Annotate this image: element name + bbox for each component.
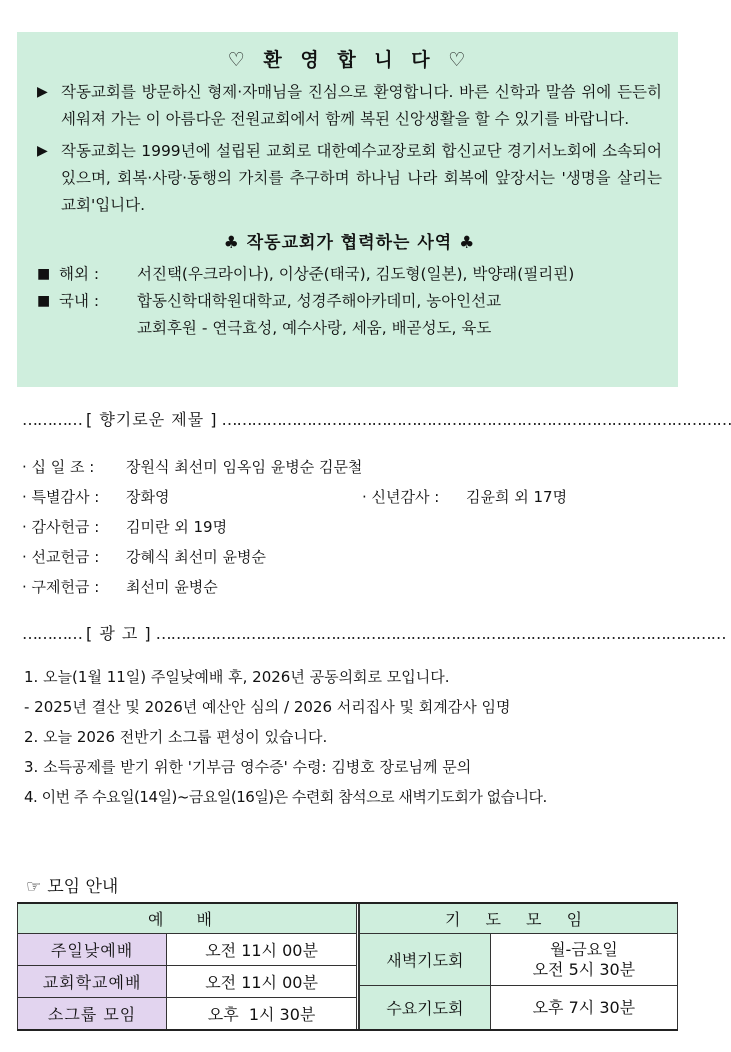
notice-list <box>24 662 674 812</box>
meetings-title-text: 모임 안내 <box>47 877 119 897</box>
mission-domestic-value-2: 교회후원 - 연극효성, 예수사랑, 세움, 배곧성도, 육도 <box>137 319 492 337</box>
worship-name: 소그룹 모임 <box>18 998 167 1030</box>
triangle-bullet-icon: ▶ <box>37 84 48 100</box>
dotted-leader: ………… <box>22 410 82 429</box>
notice-item: 4. 이번 주 수요일(14일)~금요일(16일)은 수련회 참석으로 새벽기도회가 없습니다. <box>24 788 547 806</box>
offering-label: · 십 일 조 : <box>22 458 95 476</box>
prayer-name: 수요기도회 <box>360 986 491 1030</box>
offering-value: 장원식 최선미 임옥임 윤병순 김문철 <box>126 458 363 476</box>
mission-overseas-value: 서진택(우크라이나), 이상준(태국), 김도형(일본), 박양래(필리핀) <box>137 265 575 283</box>
offering-value: 김윤희 외 17명 <box>466 488 568 506</box>
offering-label: · 신년감사 : <box>362 488 440 506</box>
worship-table <box>17 902 357 1030</box>
offering-header: [ 향기로운 제물 ] <box>86 410 218 429</box>
mission-title: ♣ 작동교회가 협력하는 사역 ♣ <box>223 233 476 253</box>
prayer-time-text: 오전 5시 30분 <box>532 959 636 979</box>
mission-list <box>37 261 662 342</box>
offering-thanks <box>22 512 672 542</box>
worship-time: 오전 11시 00분 <box>167 966 357 998</box>
notice-item: 3. 소득공제를 받기 위한 '기부금 영수증' 수령: 김병호 장로님께 문의 <box>24 758 472 776</box>
worship-time: 오후 1시 30분 <box>167 998 357 1030</box>
notice-header: [ 광 고 ] <box>86 624 152 643</box>
welcome-paragraph-text-1: 작동교회를 방문하신 형제·자매님을 진심으로 환영합니다. 바른 신학과 말씀 위에 든든히 세워져 가는 이 아름다운 전원교회에서 함께 복된 신앙생활을 할 수 있기를 바랍니다. <box>61 83 662 128</box>
offering-label: · 선교헌금 : <box>22 548 100 566</box>
offering-label: · 구제헌금 : <box>22 578 100 596</box>
prayer-name: 새벽기도회 <box>360 934 491 986</box>
worship-time: 오전 11시 00분 <box>167 934 357 966</box>
welcome-paragraph-2 <box>37 138 662 219</box>
notice-item: 1. 오늘(1월 11일) 주일낮예배 후, 2026년 공동의회로 모입니다. <box>24 668 450 686</box>
mission-domestic-label: 국내 : <box>59 292 100 310</box>
welcome-box <box>17 32 678 387</box>
dotted-leader: …………………………………………………………………………………………………… <box>155 624 726 643</box>
prayer-time: 오후 7시 30분 <box>490 986 677 1030</box>
mission-domestic <box>37 288 662 315</box>
welcome-paragraph-1 <box>37 79 662 133</box>
pointing-hand-icon: ☞ <box>26 877 42 897</box>
prayer-time <box>490 934 677 986</box>
notice-item: 2. 오늘 2026 전반기 소그룹 편성이 있습니다. <box>24 728 328 746</box>
offering-label: · 감사헌금 : <box>22 518 100 536</box>
square-bullet-icon: ■ <box>37 293 51 309</box>
offering-relief <box>22 572 672 602</box>
offering-mission <box>22 542 672 572</box>
offering-value: 최선미 윤병순 <box>126 578 218 596</box>
triangle-bullet-icon: ▶ <box>37 143 48 159</box>
mission-overseas <box>37 261 662 288</box>
mission-overseas-label: 해외 : <box>59 265 100 283</box>
meetings-title <box>26 876 118 898</box>
notice-item: - 2025년 결산 및 2026년 예산안 심의 / 2026 서리집사 및 회계감사 임명 <box>24 698 511 716</box>
mission-domestic-value: 합동신학대학원대학교, 성경주해아카데미, 농아인선교 <box>137 292 502 310</box>
table-bottom-border <box>17 1029 678 1031</box>
welcome-paragraph-text-2: 작동교회는 1999년에 설립된 교회로 대한예수교장로회 합신교단 경기서노회에 소속되어 있으며, 회복·사랑·동행의 가치를 추구하며 하나님 나라 회복에 앞장서는 '생명을 살리는 교회'입니다. <box>61 142 662 214</box>
offering-special <box>22 482 362 512</box>
table-divider <box>356 902 359 1030</box>
worship-name: 교회학교예배 <box>18 966 167 998</box>
meetings-table <box>17 902 678 1030</box>
dotted-leader: ………… <box>22 624 82 643</box>
prayer-header: 기 도 모 임 <box>360 903 678 934</box>
square-bullet-icon: ■ <box>37 266 51 282</box>
offering-special-row <box>22 482 672 512</box>
prayer-table <box>359 902 678 1030</box>
notice-separator <box>22 622 726 646</box>
offering-separator <box>22 408 731 432</box>
offering-value: 장화영 <box>126 488 170 506</box>
table-top-border <box>17 902 678 904</box>
worship-header: 예 배 <box>18 903 357 934</box>
dotted-leader: ………………………………………………………………………………………… <box>221 410 731 429</box>
offering-value: 강혜식 최선미 윤병순 <box>126 548 266 566</box>
offering-list <box>22 452 672 602</box>
offering-label: · 특별감사 : <box>22 488 100 506</box>
offering-value: 김미란 외 19명 <box>126 518 228 536</box>
offering-tithe <box>22 452 672 482</box>
prayer-days: 월-금요일 <box>550 939 618 959</box>
welcome-title: ♡ 환 영 합 니 다 ♡ <box>227 49 472 71</box>
worship-name: 주일낮예배 <box>18 934 167 966</box>
